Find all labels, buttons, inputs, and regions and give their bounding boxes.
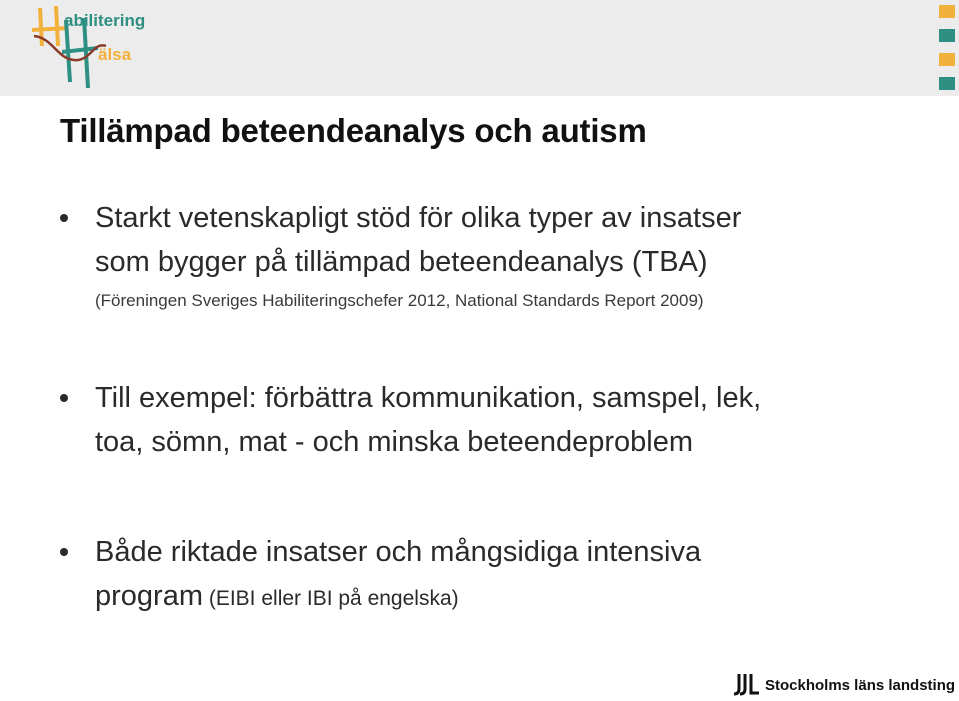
header-band [0,0,959,96]
bullet-line [95,574,701,621]
bullet-text [95,196,741,314]
bullet-line-main: program [95,580,203,612]
bullet-line: Både riktade insatser och mångsidiga intensiva [95,536,702,568]
bullet-dot [60,548,68,556]
habilitering-halsa-logo [28,2,168,94]
footer-org-name: Stockholms läns landsting [765,676,956,694]
citation: (Föreningen Sveriges Habiliteringschefer 2012, National Standards Report 2009) [95,291,704,310]
bullet-line: som bygger på tillämpad beteendeanalys (TBA) [95,246,708,278]
slide-title: Tillämpad beteendeanalys och autism [60,112,647,149]
bullet-line: Till exempel: förbättra kommunikation, samspel, lek, [95,382,762,414]
decorative-squares [939,5,959,101]
bullet-text [95,530,701,621]
bullet-dot [60,394,68,402]
sll-mark-icon [733,674,759,696]
bullet-line: Starkt vetenskapligt stöd för olika typer av insatser [95,202,742,234]
logo-text-line1: abilitering [64,11,146,30]
bullet-line-small: (EIBI eller IBI på engelska) [203,587,459,610]
logo-text-line2: älsa [98,45,132,64]
footer-logo [733,672,955,698]
bullet-dot [60,214,68,222]
bullet-text [95,376,761,464]
bullet-line: toa, sömn, mat - och minska beteendeproblem [95,426,694,458]
